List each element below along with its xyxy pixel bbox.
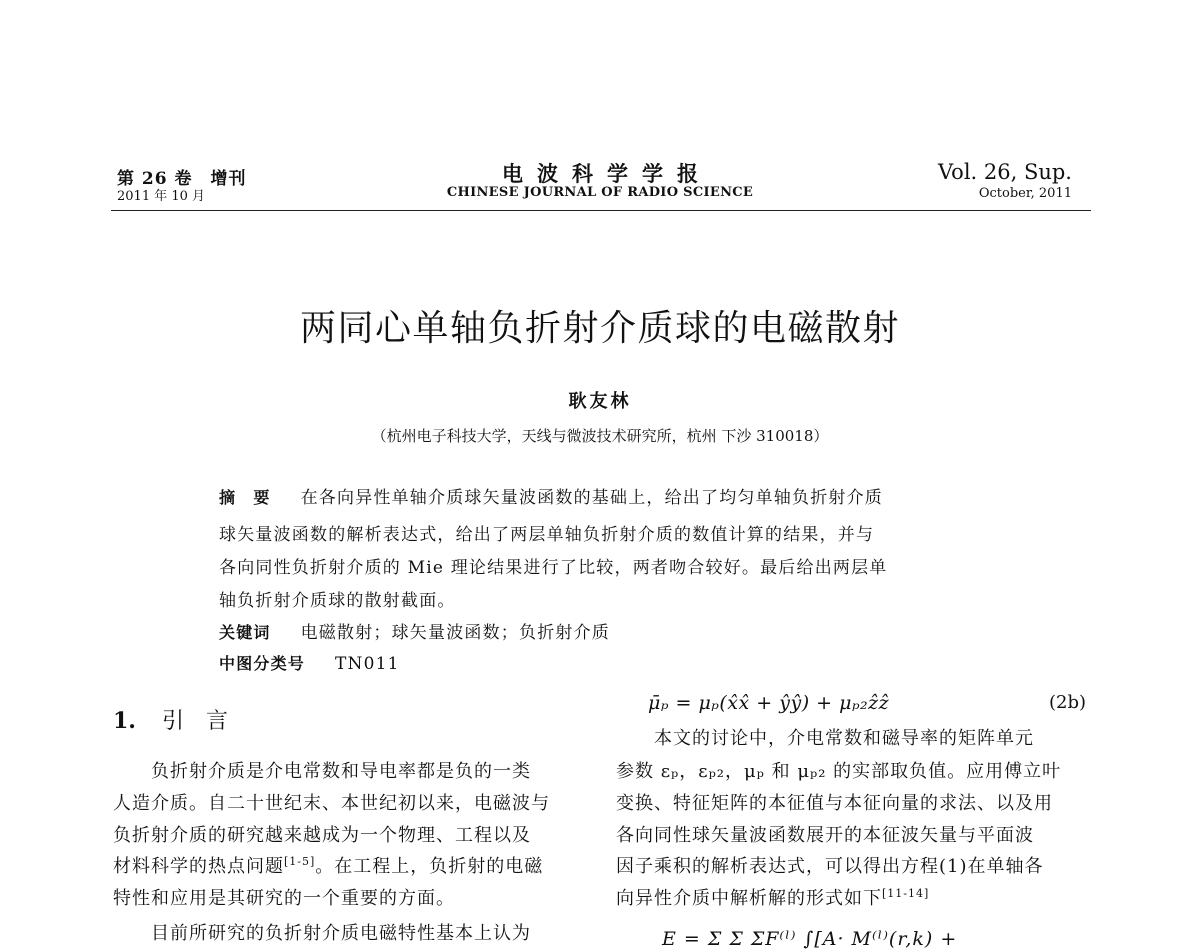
right-para-line-6: 向异性介质中解析解的形式如下[11-14] (616, 887, 930, 909)
abstract-line-1 (219, 483, 883, 508)
section-title: 引 言 (161, 709, 228, 734)
header-rule (111, 210, 1091, 211)
left-para-line-1: 负折射介质是介电常数和导电率都是负的一类 (113, 761, 531, 782)
keywords (219, 618, 610, 643)
equation-field-expansion: E = Σ Σ ΣF⁽ˡ⁾ ∫[A· M⁽ˡ⁾(r,k) + (662, 928, 958, 950)
paper-title: 两同心单轴负折射介质球的电磁散射 (299, 308, 900, 349)
classification (219, 651, 400, 674)
section-number: 1. (113, 708, 136, 734)
right-para-line-3: 变换、特征矩阵的本征值与本征向量的求法、以及用 (616, 793, 1053, 814)
left-para-line-3: 负折射介质的研究越来越成为一个物理、工程以及 (113, 825, 531, 846)
right-para-line-1: 本文的讨论中，介电常数和磁导率的矩阵单元 (616, 728, 1034, 749)
left-para-line-6: 目前所研究的负折射介质电磁特性基本上认为 (113, 923, 531, 944)
equation-number: (2b) (1048, 692, 1086, 713)
abstract-label: 摘 要 (219, 488, 271, 507)
abstract-text: 在各向异性单轴介质球矢量波函数的基础上，给出了均匀单轴负折射介质 (300, 488, 884, 508)
equation-2b: μ̄ₚ = μₚ(x̂x̂ + ŷŷ) + μₚ₂ẑẑ (648, 692, 890, 714)
issue-date: 2011 年 10 月 (117, 189, 206, 204)
abstract-line-2: 球矢量波函数的解析表达式，给出了两层单轴负折射介质的数值计算的结果，并与 (219, 525, 875, 545)
left-para-line-5: 特性和应用是其研究的一个重要的方面。 (113, 888, 455, 909)
classification-code: TN011 (335, 654, 400, 674)
abstract-line-3: 各向同性负折射介质的 Mie 理论结果进行了比较，两者吻合较好。最后给出两层单 (219, 558, 888, 578)
journal-name-en: CHINESE JOURNAL OF RADIO SCIENCE (446, 185, 754, 200)
affiliation: （杭州电子科技大学，天线与微波技术研究所，杭州 下沙 310018） (371, 427, 829, 445)
citation-ref: [1-5] (284, 855, 316, 868)
left-para-line-4: 材料科学的热点问题[1-5]。在工程上，负折射的电磁 (113, 855, 544, 877)
keywords-label: 关键词 (219, 623, 271, 642)
abstract-line-4: 轴负折射介质球的散射截面。 (219, 591, 456, 611)
citation-ref: [11-14] (882, 887, 930, 900)
classification-label: 中图分类号 (219, 654, 306, 673)
section-heading (113, 704, 228, 735)
keywords-text: 电磁散射；球矢量波函数；负折射介质 (300, 623, 611, 643)
left-para-line-2: 人造介质。自二十世纪末、本世纪初以来，电磁波与 (113, 793, 550, 814)
volume-en: Vol. 26, Sup. (937, 160, 1072, 184)
right-para-line-5: 因子乘积的解析表达式，可以得出方程(1)在单轴各 (616, 856, 1044, 877)
right-para-line-4: 各向同性球矢量波函数展开的本征波矢量与平面波 (616, 825, 1034, 846)
right-para-line-2: 参数 εₚ，εₚ₂，μₚ 和 μₚ₂ 的实部取负值。应用傅立叶 (616, 761, 1062, 782)
author: 耿友林 (568, 391, 632, 412)
date-en: October, 2011 (978, 186, 1072, 201)
volume-issue: 第 26 卷 增刊 (117, 169, 247, 189)
journal-name-cn: 电波科学学报 (502, 161, 712, 186)
